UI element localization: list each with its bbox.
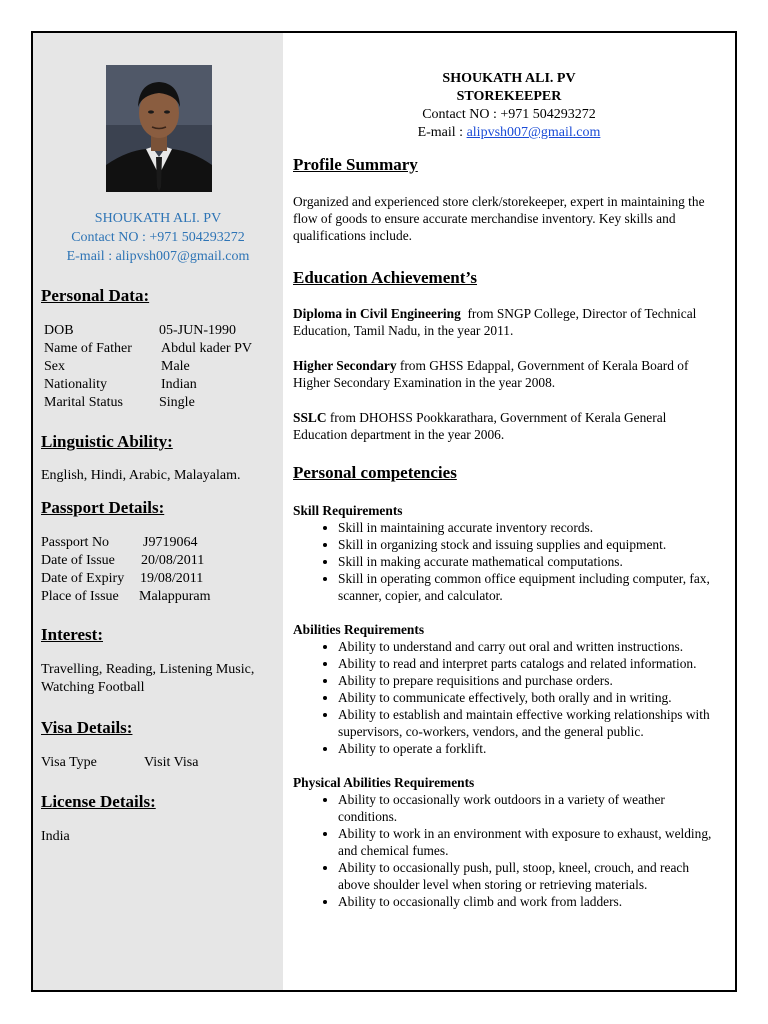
list-item: • Ability to communicate effectively, both orally and in writing. — [338, 689, 721, 706]
list-item: • Skill in maintaining accurate inventory records. — [338, 519, 721, 536]
list-item: • Ability to understand and carry out oral and written instructions. — [338, 638, 721, 655]
competencies-heading: Personal competencies — [293, 463, 457, 482]
profile-summary-section — [293, 154, 721, 244]
visa-type-label: Visa Type — [41, 755, 97, 770]
header-name: SHOUKATH ALI. PV — [442, 71, 576, 86]
linguistic-section — [41, 431, 277, 485]
passport-row-number: Passport No J9719064 — [41, 535, 198, 550]
list-item: • Ability to prepare requisitions and purchase orders. — [338, 672, 721, 689]
education-item: Higher Secondary from GHSS Edappal, Government of Kerala Board of Higher Secondary Examination in the year 2008. — [293, 358, 692, 390]
passport-row-issue: Date of Issue 20/08/2011 — [41, 553, 205, 568]
passport-section — [41, 497, 277, 606]
interest-heading: Interest: — [41, 625, 103, 644]
passport-row-place: Place of Issue Malappuram — [41, 589, 211, 604]
license-section — [41, 791, 277, 846]
visa-type-value: Visit Visa — [144, 755, 199, 770]
list-item: • Ability to read and interpret parts catalogs and related information. — [338, 655, 721, 672]
list-item: • Skill in organizing stock and issuing supplies and equipment. — [338, 536, 721, 553]
list-item: • Ability to occasionally climb and work from ladders. — [338, 893, 721, 910]
linguistic-text: English, Hindi, Arabic, Malayalam. — [41, 468, 241, 483]
education-heading: Education Achievement’s — [293, 268, 478, 287]
visa-row — [41, 754, 277, 772]
sidebar-phone: Contact NO : +971 504293272 — [71, 230, 245, 245]
visa-heading: Visa Details: — [41, 718, 133, 737]
email-link[interactable]: alipvsh007@gmail.com — [466, 125, 601, 140]
profile-summary-heading: Profile Summary — [293, 155, 418, 174]
license-heading: License Details: — [41, 792, 156, 811]
list-item: • Ability to work in an environment with exposure to exhaust, welding, and chemical fumes. — [338, 825, 721, 859]
profile-photo — [106, 65, 212, 192]
interest-text: Travelling, Reading, Listening Music, Watching Football — [41, 662, 255, 695]
main-content — [283, 33, 735, 990]
sidebar-contact — [33, 209, 283, 266]
skill-requirements-heading: Skill Requirements — [293, 503, 403, 518]
linguistic-heading: Linguistic Ability: — [41, 432, 173, 451]
education-section — [293, 267, 721, 443]
skill-list — [293, 519, 721, 604]
resume-header — [283, 70, 735, 142]
passport-heading: Passport Details: — [41, 498, 165, 517]
list-item: • Skill in making accurate mathematical computations. — [338, 553, 721, 570]
license-text: India — [41, 829, 70, 844]
abilities-list — [293, 638, 721, 757]
list-item: • Ability to establish and maintain effective working relationships with supervisors, co-workers, vendors, and the general public. — [338, 706, 721, 740]
personal-data-table — [44, 322, 277, 412]
education-item: Diploma in Civil Engineering from SNGP College, Director of Technical Education, Tamil Nadu, in the year 2011. — [293, 306, 700, 338]
sidebar — [33, 33, 283, 990]
header-phone: Contact NO : +971 504293272 — [422, 107, 596, 122]
physical-requirements-heading: Physical Abilities Requirements — [293, 775, 475, 790]
personal-data-section — [41, 285, 277, 412]
personal-row-dob: DOB 05-JUN-1990 — [44, 323, 236, 338]
passport-table — [41, 534, 277, 606]
header-title: STOREKEEPER — [456, 89, 562, 104]
list-item: • Ability to operate a forklift. — [338, 740, 721, 757]
education-item: SSLC from DHOHSS Pookkarathara, Government of Kerala General Education department in the year 2006. — [293, 410, 670, 442]
passport-row-expiry: Date of Expiry 19/08/2011 — [41, 571, 204, 586]
interest-section — [41, 624, 277, 697]
personal-row-marital: Marital Status Single — [44, 395, 195, 410]
sidebar-email: E-mail : alipvsh007@gmail.com — [66, 249, 250, 264]
list-item: • Ability to occasionally work outdoors in a variety of weather conditions. — [338, 791, 721, 825]
personal-data-heading: Personal Data: — [41, 286, 150, 305]
list-item: • Ability to occasionally push, pull, stoop, kneel, crouch, and reach above shoulder level when storing or retrieving materials. — [338, 859, 721, 893]
resume-page — [31, 31, 737, 992]
physical-list — [293, 791, 721, 910]
portrait-image — [106, 65, 212, 192]
sidebar-name: SHOUKATH ALI. PV — [94, 211, 222, 226]
personal-row-sex: Sex Male — [44, 359, 190, 374]
list-item: • Skill in operating common office equipment including computer, fax, scanner, copier, and calculator. — [338, 570, 721, 604]
header-email-line: E-mail : alipvsh007@gmail.com — [417, 125, 601, 140]
competencies-section — [293, 462, 721, 910]
personal-row-father: Name of Father Abdul kader PV — [44, 341, 252, 356]
visa-section — [41, 717, 277, 772]
profile-summary-text: Organized and experienced store clerk/storekeeper, expert in maintaining the flow of goods to ensure accurate merchandise inventory. Key skills and qualifications include. — [293, 194, 705, 243]
abilities-requirements-heading: Abilities Requirements — [293, 622, 425, 637]
personal-row-nationality: Nationality Indian — [44, 377, 197, 392]
